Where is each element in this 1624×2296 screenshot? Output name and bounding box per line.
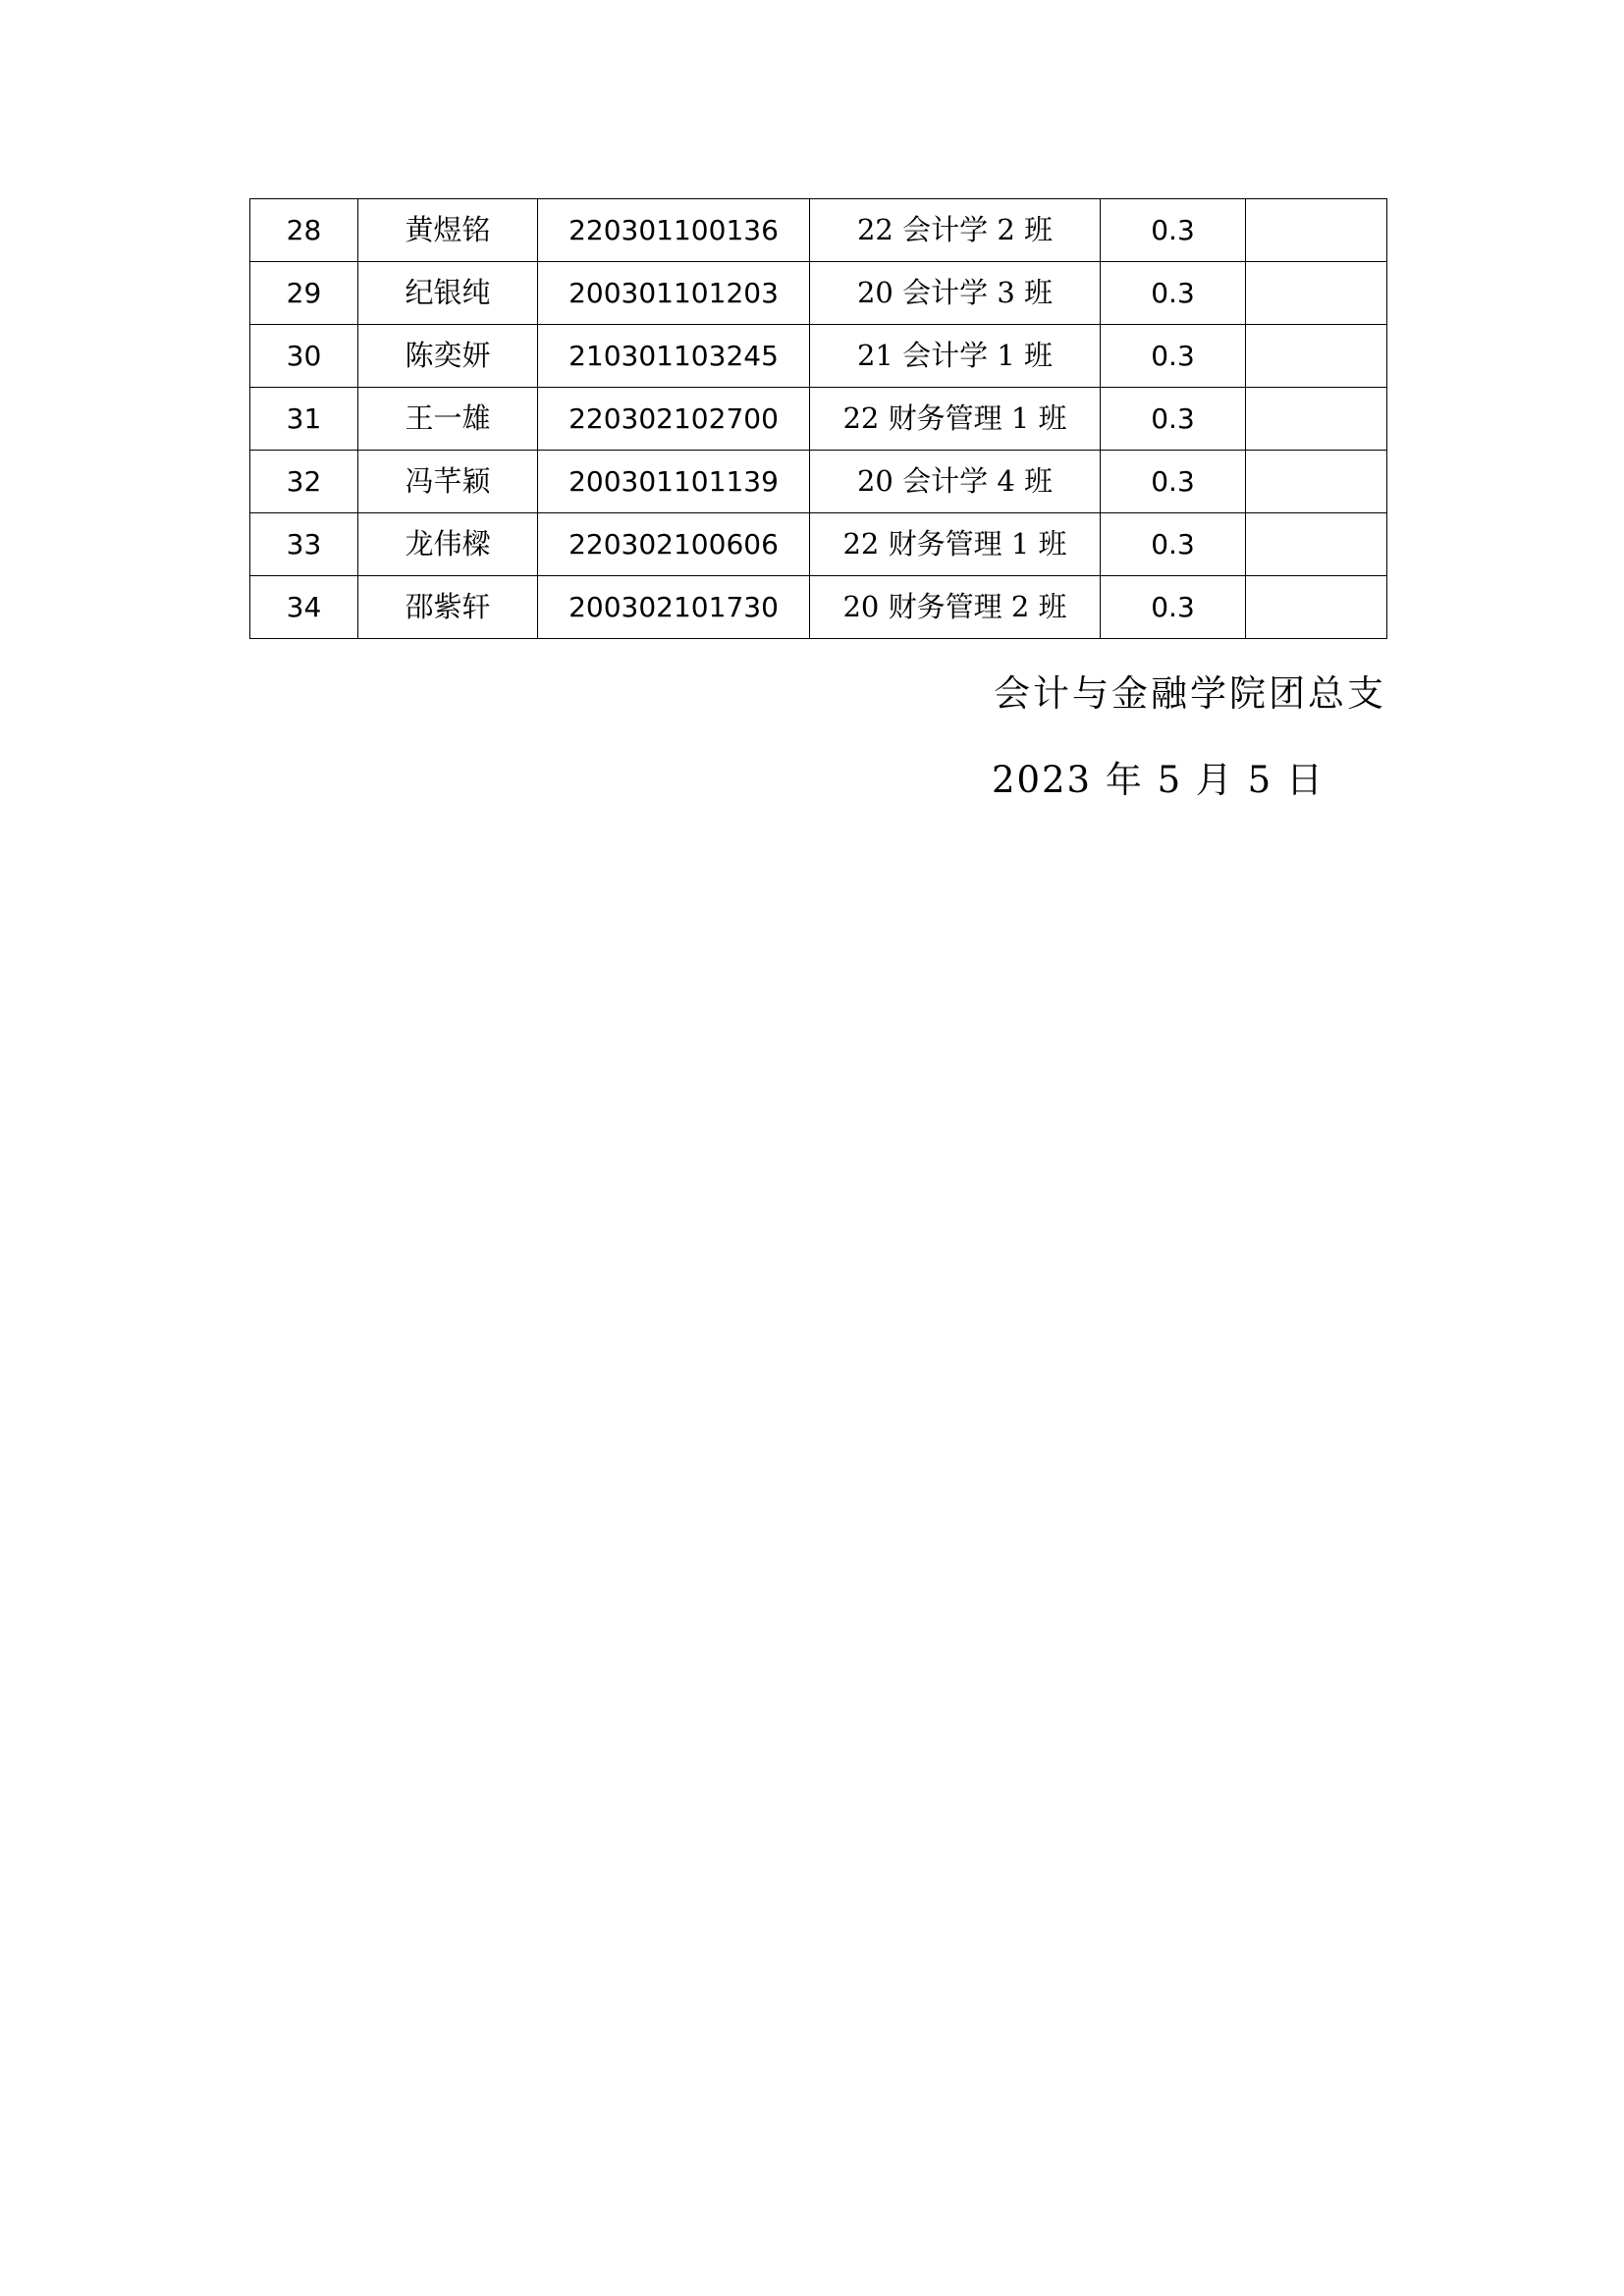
note-cell <box>1246 262 1387 325</box>
student-name-cell: 陈奕妍 <box>358 325 538 388</box>
score-cell: 0.3 <box>1101 451 1246 513</box>
student-id-cell: 220302100606 <box>538 513 810 576</box>
score-cell: 0.3 <box>1101 199 1246 262</box>
roster-table-body <box>250 199 1387 639</box>
table-row <box>250 262 1387 325</box>
class-cell: 22 会计学 2 班 <box>810 199 1101 262</box>
note-cell <box>1246 199 1387 262</box>
student-roster-table <box>249 198 1387 639</box>
row-number-cell: 34 <box>250 576 358 639</box>
student-name-cell: 王一雄 <box>358 388 538 451</box>
student-id-cell: 220302102700 <box>538 388 810 451</box>
class-cell: 21 会计学 1 班 <box>810 325 1101 388</box>
student-id-cell: 200301101139 <box>538 451 810 513</box>
row-number-cell: 32 <box>250 451 358 513</box>
table-row <box>250 451 1387 513</box>
issue-date: 2023 年 5 月 5 日 <box>991 759 1325 801</box>
note-cell <box>1246 513 1387 576</box>
score-cell: 0.3 <box>1101 513 1246 576</box>
student-name-cell: 冯芊颖 <box>358 451 538 513</box>
student-name-cell: 龙伟樑 <box>358 513 538 576</box>
note-cell <box>1246 451 1387 513</box>
issuing-organization: 会计与金融学院团总支 <box>994 672 1386 715</box>
score-cell: 0.3 <box>1101 262 1246 325</box>
table-row <box>250 576 1387 639</box>
row-number-cell: 28 <box>250 199 358 262</box>
row-number-cell: 30 <box>250 325 358 388</box>
student-name-cell: 纪银纯 <box>358 262 538 325</box>
student-id-cell: 200302101730 <box>538 576 810 639</box>
table-row <box>250 388 1387 451</box>
class-cell: 20 会计学 4 班 <box>810 451 1101 513</box>
row-number-cell: 29 <box>250 262 358 325</box>
student-id-cell: 220301100136 <box>538 199 810 262</box>
table-row <box>250 513 1387 576</box>
table-row <box>250 199 1387 262</box>
class-cell: 22 财务管理 1 班 <box>810 388 1101 451</box>
class-cell: 20 会计学 3 班 <box>810 262 1101 325</box>
row-number-cell: 31 <box>250 388 358 451</box>
student-name-cell: 黄煜铭 <box>358 199 538 262</box>
score-cell: 0.3 <box>1101 576 1246 639</box>
class-cell: 22 财务管理 1 班 <box>810 513 1101 576</box>
student-id-cell: 200301101203 <box>538 262 810 325</box>
table-row <box>250 325 1387 388</box>
score-cell: 0.3 <box>1101 325 1246 388</box>
row-number-cell: 33 <box>250 513 358 576</box>
note-cell <box>1246 576 1387 639</box>
student-id-cell: 210301103245 <box>538 325 810 388</box>
note-cell <box>1246 388 1387 451</box>
student-name-cell: 邵紫轩 <box>358 576 538 639</box>
score-cell: 0.3 <box>1101 388 1246 451</box>
note-cell <box>1246 325 1387 388</box>
class-cell: 20 财务管理 2 班 <box>810 576 1101 639</box>
